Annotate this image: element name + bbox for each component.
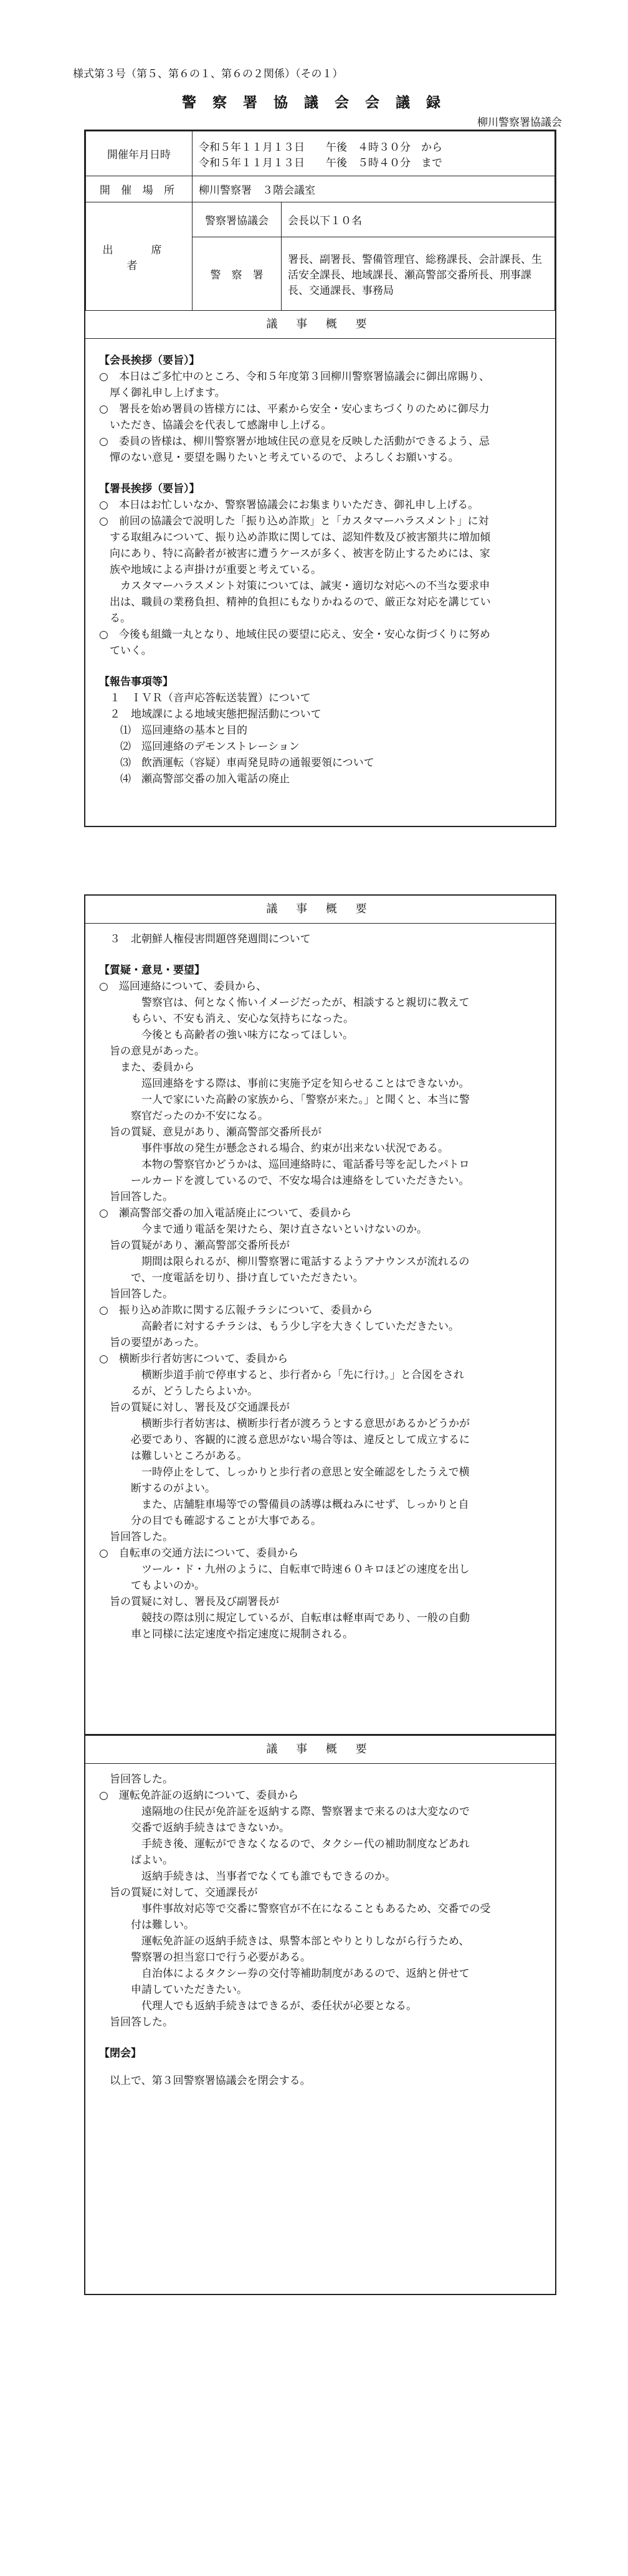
minutes-line: ていく。	[99, 645, 152, 657]
minutes-line: 本物の警察官かどうかは、巡回連絡時に、電話番号等を記したパトロ	[99, 1158, 470, 1171]
minutes-line: 旨の質疑、意見があり、瀬高警部交番所長が	[99, 1126, 321, 1139]
minutes-line: 警察署の担当窓口で行う必要がある。	[99, 1951, 311, 1964]
minutes-line: 旨回答した。	[99, 1531, 173, 1543]
minutes-line: 旨の質疑に対し、署長及び交通課長が	[99, 1401, 290, 1414]
minutes-line: 手続き後、運転ができなくなるので、タクシー代の補助制度などあれ	[99, 1838, 470, 1850]
minutes-line: 交番で返納手続きはできないか。	[99, 1822, 290, 1834]
minutes-line: 巡回連絡をする際は、事前に実施予定を知らせることはできないか。	[99, 1077, 470, 1090]
minutes-line: 今後とも高齢者の強い味方になってほしい。	[99, 1029, 353, 1041]
minutes-line: 遠隔地の住民が免許証を返納する際、警察署まで来るのは大変なので	[99, 1806, 470, 1818]
section-title: 議 事 概 要	[85, 311, 555, 339]
date-label: 開催年月日時	[86, 131, 193, 176]
minutes-line: ⑷ 瀬高警部交番の加入電話の廃止	[99, 773, 290, 785]
minutes-line: ○ 委員の皆様は、柳川警察署が地域住民の意見を反映した活動ができるよう、忌	[99, 435, 490, 448]
minutes-body	[85, 339, 555, 793]
minutes-line: る。	[99, 612, 131, 625]
minutes-line: 旨回答した。	[99, 1288, 173, 1300]
minutes-page-2	[84, 894, 556, 1735]
minutes-line: ○ 本日はお忙しいなか、警察署協議会にお集まりいただき、御礼申し上げる。	[99, 499, 479, 511]
minutes-line: 高齢者に対するチラシは、もう少し字を大きくしていただきたい。	[99, 1320, 459, 1333]
minutes-line: ○ 振り込め詐欺に関する広報チラシについて、委員から	[99, 1304, 373, 1317]
minutes-line: ばよい。	[99, 1854, 173, 1867]
minutes-line: 申請していただきたい。	[99, 1984, 247, 1996]
place-value: 柳川警察署 ３階会議室	[193, 176, 555, 202]
minutes-line: ２ 地域課による地域実態把握活動について	[99, 708, 321, 721]
council-attendees: 会長以下１０名	[282, 202, 555, 237]
place-label: 開 催 場 所	[86, 176, 193, 202]
minutes-line: カスタマーハラスメント対策については、誠実・適切な対応への不当な要求申	[99, 580, 490, 592]
minutes-line: ○ 横断歩行者妨害について、委員から	[99, 1353, 288, 1365]
minutes-body	[85, 924, 555, 1649]
minutes-line: 代理人でも返納手続きはできるが、委任状が必要となる。	[99, 2000, 417, 2012]
meeting-info-table	[85, 131, 555, 311]
section-heading: 【閉会】	[99, 2047, 141, 2060]
minutes-line: 付は難しい。	[99, 1919, 194, 1931]
minutes-line: １ ＩＶＲ（音声応答転送装置）について	[99, 692, 311, 704]
minutes-line: 旨の意見があった。	[99, 1045, 205, 1058]
minutes-line: 厚く御礼申し上げます。	[99, 387, 226, 399]
minutes-line: また、店舗駐車場等での警備員の誘導は概ねみにせず、しっかりと自	[99, 1499, 469, 1511]
minutes-line: 期間は限られるが、柳川警察署に電話するようアナウンスが流れるの	[99, 1256, 470, 1268]
minutes-line: ○ 今後も組織一丸となり、地域住民の要望に応え、安全・安心な街づくりに努め	[99, 628, 490, 641]
minutes-line: てもよいのか。	[99, 1579, 205, 1592]
section-heading: 【報告事項等】	[99, 676, 173, 688]
minutes-line: るが、どうしたらよいか。	[99, 1385, 258, 1398]
minutes-line: 分の目でも確認することが大事である。	[99, 1515, 321, 1527]
minutes-line: 横断歩道手前で停車すると、歩行者から「先に行け。」と合図をされ	[99, 1369, 464, 1381]
minutes-page-3	[84, 1735, 556, 2295]
minutes-line: 旨回答した。	[99, 1191, 173, 1203]
minutes-line: ○ 本日はご多忙中のところ、令和５年度第３回柳川警察署協議会に御出席賜り、	[99, 371, 490, 383]
minutes-line: 運転免許証の返納手続きは、県警本部とやりとりしながら行うため、	[99, 1935, 470, 1948]
minutes-line: する取組みについて、振り込め詐欺に関しては、認知件数及び被害額共に増加傾	[99, 531, 491, 544]
minutes-line: ○ 運転免許証の返納について、委員から	[99, 1789, 299, 1802]
minutes-line: 以上で、第３回警察署協議会を閉会する。	[99, 2075, 311, 2087]
form-number: 様式第３号（第５、第６の１、第６の２関係）（その１）	[73, 68, 343, 80]
date-value	[193, 131, 555, 176]
minutes-line: 警察官は、何となく怖いイメージだったが、相談すると親切に教えて	[99, 997, 470, 1009]
minutes-line: ールカードを渡しているので、不安な場合は連絡をしていただきたい。	[99, 1175, 470, 1187]
minutes-line: 車と同様に法定速度や指定速度に規制される。	[99, 1628, 353, 1641]
minutes-line: 返納手続きは、当事者でなくても誰でもできるのか。	[99, 1870, 396, 1883]
minutes-line: ○ 瀬高警部交番の加入電話廃止について、委員から	[99, 1207, 352, 1219]
minutes-line: 旨回答した。	[99, 2016, 173, 2029]
minutes-line: 旨の質疑に対し、署長及び副署長が	[99, 1596, 279, 1608]
date-start: 令和５年１１月１３日 午後 ４時３０分 から	[199, 141, 442, 154]
date-end: 令和５年１１月１３日 午後 ５時４０分 まで	[199, 156, 442, 169]
section-title: 議 事 概 要	[85, 1736, 555, 1764]
minutes-line: 横断歩行者妨害は、横断歩行者が渡ろうとする意思があるかどうかが	[99, 1418, 470, 1430]
minutes-line: 必要であり、客観的に渡る意思がない場合等は、違反として成立するに	[99, 1434, 470, 1446]
police-label: 警 察 署	[193, 237, 282, 311]
minutes-body	[85, 1764, 555, 2095]
minutes-line: で、一度電話を切り、掛け直していただきたい。	[99, 1272, 364, 1284]
minutes-line: ⑴ 巡回連絡の基本と目的	[99, 724, 247, 737]
minutes-line: ○ 前回の協議会で説明した「振り込め詐欺」と「カスタマーハラスメント」に対	[99, 515, 489, 528]
section-heading: 【署長挨拶（要旨）】	[99, 483, 200, 495]
minutes-line: 一時停止をして、しっかりと歩行者の意思と安全確認をしたうえで横	[99, 1466, 470, 1479]
section-heading: 【質疑・意見・要望】	[99, 964, 205, 977]
minutes-line: 旨の質疑に対して、交通課長が	[99, 1887, 258, 1899]
minutes-line: また、委員から	[99, 1061, 194, 1074]
section-title: 議 事 概 要	[85, 896, 555, 924]
minutes-line: ３ 北朝鮮人権侵害問題啓発週間について	[99, 933, 311, 945]
minutes-line: は難しいところがある。	[99, 1450, 247, 1462]
minutes-line: 断するのがよい。	[99, 1482, 216, 1495]
minutes-line: ツール・ド・九州のように、自転車で時速６０キロほどの速度を出し	[99, 1563, 470, 1576]
council-label: 警察署協議会	[193, 202, 282, 237]
minutes-line: 出は、職員の業務負担、精神的負担にもなりかねるので、厳正な対応を講じてい	[99, 596, 491, 608]
minutes-line: いただき、協議会を代表して感謝申し上げる。	[99, 419, 332, 432]
minutes-line: もらい、不安も消え、安心な気持ちになった。	[99, 1013, 354, 1025]
minutes-line: 競技の際は別に規定しているが、自転車は軽車両であり、一般の自動	[99, 1612, 470, 1624]
minutes-line: 察官だったのか不安になる。	[99, 1110, 269, 1122]
minutes-line: 今まで通り電話を架けたら、架け直さないといけないのか。	[99, 1223, 427, 1236]
minutes-line: ○ 署長を始め署員の皆様方には、平素から安全・安心まちづくりのために御尽力	[99, 403, 490, 415]
minutes-line: ○ 巡回連絡について、委員から、	[99, 980, 267, 993]
minutes-line: 事件事故対応等で交番に警察官が不在になることもあるため、交番での受	[99, 1903, 491, 1915]
section-heading: 【会長挨拶（要旨）】	[99, 354, 200, 367]
minutes-line: 事件事故の発生が懸念される場合、約束が出来ない状況である。	[99, 1142, 449, 1155]
minutes-line: ⑶ 飲酒運転（容疑）車両発見時の通報要領について	[99, 757, 374, 769]
police-attendees: 署長、副署長、警備管理官、総務課長、会計課長、生活安全課長、地域課長、瀬高警部交番所長、刑事課長、交通課長、事務局	[282, 237, 555, 311]
document-title: 警 察 署 協 議 会 会 議 録	[181, 94, 447, 111]
minutes-line: 旨の要望があった。	[99, 1337, 205, 1349]
attendees-label: 出 席 者	[86, 202, 193, 311]
document-author: 柳川警察署協議会	[477, 116, 562, 129]
minutes-line: 向にあり、特に高齢者が被害に遭うケースが多く、被害を防止するためには、家	[99, 547, 490, 560]
minutes-line: 自治体によるタクシー券の交付等補助制度があるので、返納と併せて	[99, 1968, 470, 1980]
minutes-line: 旨回答した。	[99, 1773, 173, 1786]
minutes-page-1	[84, 130, 556, 827]
minutes-line: 旨の質疑があり、瀬高警部交番所長が	[99, 1239, 290, 1252]
minutes-line: 族や地域による声掛けが重要と考えている。	[99, 564, 321, 576]
minutes-line: ⑵ 巡回連絡のデモンストレーション	[99, 741, 300, 753]
minutes-line: 一人で家にいた高齢の家族から、「警察が来た。」と聞くと、本当に警	[99, 1094, 470, 1106]
minutes-line: 憚のない意見・要望を賜りたいと考えているので、よろしくお願いする。	[99, 452, 459, 464]
minutes-line: ○ 自転車の交通方法について、委員から	[99, 1547, 299, 1560]
